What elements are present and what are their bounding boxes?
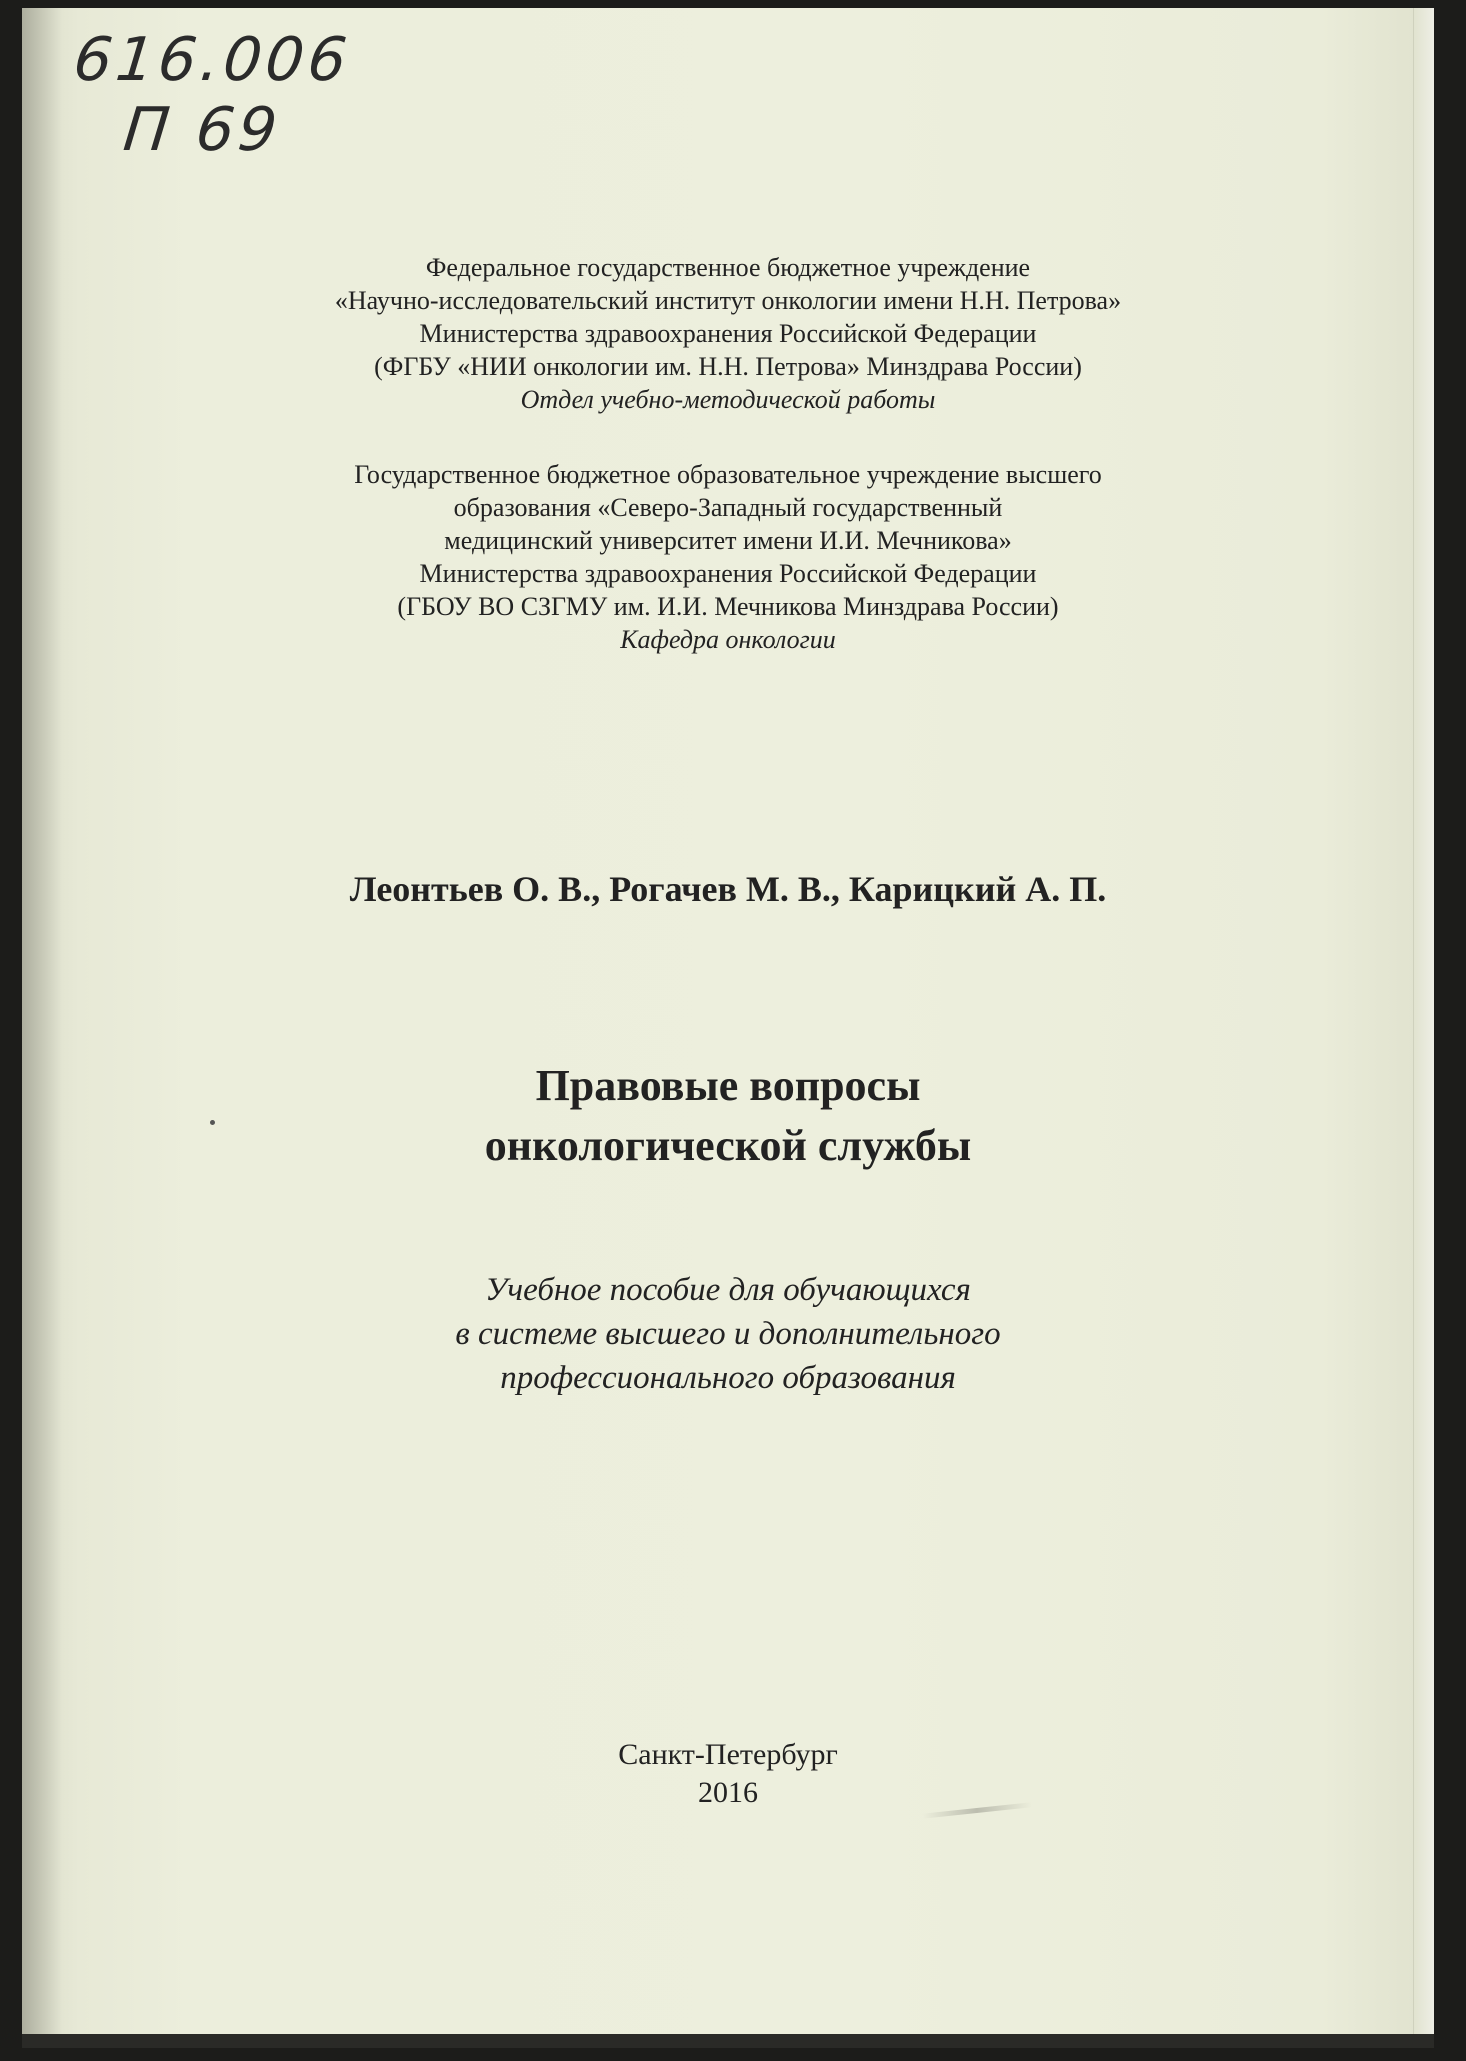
institution1-line: Федеральное государственное бюджетное учреждение (425, 253, 1031, 282)
institution2-line: образования «Северо-Западный государственный (453, 493, 1003, 522)
book-title-line2: онкологической службы (484, 1121, 972, 1170)
institution1-department: Отдел учебно-методической работы (520, 385, 936, 414)
title-page (22, 8, 1434, 2048)
book-title (22, 1056, 1434, 1176)
institution-block-1 (22, 251, 1434, 416)
institution2-department: Кафедра онкологии (620, 625, 836, 654)
book-subtitle-line1: Учебное пособие для обучающихся (485, 1272, 971, 1308)
institution1-line: (ФГБУ «НИИ онкологии им. Н.Н. Петрова» Минздрава России) (374, 352, 1082, 381)
call-number-line2: П 69 (120, 95, 285, 165)
book-subtitle-line3: профессионального образования (500, 1360, 956, 1396)
book-title-line1: Правовые вопросы (535, 1061, 921, 1110)
scan-border (22, 2034, 1434, 2048)
institution1-line: «Научно-исследовательский институт онкологии имени Н.Н. Петрова» (334, 286, 1122, 315)
institution2-line: Министерства здравоохранения Российской Федерации (419, 559, 1037, 588)
institution1-line: Министерства здравоохранения Российской Федерации (419, 319, 1037, 348)
institution2-line: Государственное бюджетное образовательное учреждение высшего (354, 460, 1102, 489)
authors: Леонтьев О. В., Рогачев М. В., Карицкий А. П. (349, 869, 1107, 909)
imprint-year: 2016 (698, 1776, 758, 1809)
imprint-city: Санкт-Петербург (618, 1738, 838, 1771)
imprint (22, 1736, 1434, 1812)
institution2-line: (ГБОУ ВО СЗГМУ им. И.И. Мечникова Минздрава России) (397, 592, 1059, 621)
book-subtitle (22, 1268, 1434, 1400)
book-subtitle-line2: в системе высшего и дополнительного (455, 1316, 1001, 1352)
scan-speck (210, 1120, 215, 1125)
call-number-line1: 616.006 (70, 25, 354, 95)
institution2-line: медицинский университет имени И.И. Мечникова» (444, 526, 1012, 555)
institution-block-2 (22, 458, 1434, 656)
